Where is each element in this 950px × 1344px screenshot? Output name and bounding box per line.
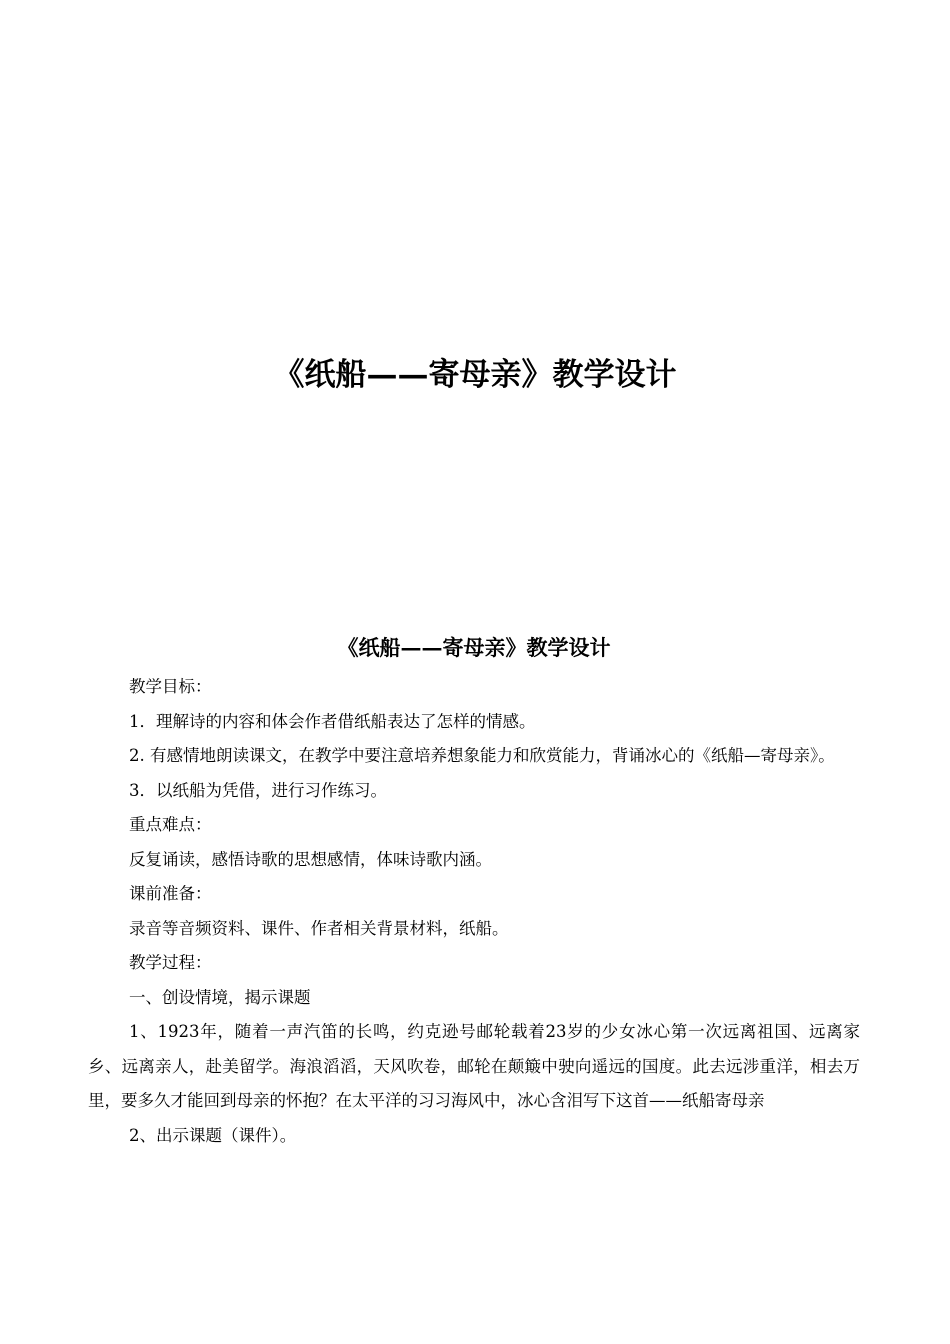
paragraph-preparation: 录音等音频资料、课件、作者相关背景材料，纸船。 — [129, 918, 509, 938]
paragraph-process-heading: 教学过程： — [129, 953, 212, 972]
document-title: 《纸船——寄母亲》教学设计 — [337, 635, 611, 660]
paragraph-goal-1: 1．理解诗的内容和体会作者借纸船表达了怎样的情感。 — [129, 711, 536, 731]
cover-title: 《纸船——寄母亲》教学设计 — [273, 357, 677, 393]
paragraph-goal-2: 2. 有感情地朗读课文，在教学中要注意培养想象能力和欣赏能力，背诵冰心的《纸船—寄母亲》。 — [129, 746, 835, 765]
paragraph-key-points: 反复诵读，感悟诗歌的思想感情，体味诗歌内涵。 — [129, 849, 492, 869]
paragraph-teaching-goals-heading: 教学目标： — [129, 677, 212, 696]
document-body — [88, 630, 860, 1153]
paragraph-preparation-heading: 课前准备： — [129, 884, 212, 903]
paragraph-goal-3: 3．以纸船为凭借，进行习作练习。 — [129, 780, 387, 800]
paragraph-section-1-item-1: 1、1923年，随着一声汽笛的长鸣，约克逊号邮轮载着23岁的少女冰心第一次远离祖国、远离家乡、远离亲人，赴美留学。海浪滔滔，天风吹卷，邮轮在颠簸中驶向遥远的国度。此去远涉重洋，相去万里，要多久才能回到母亲的怀抱？在太平洋的习习海风中，冰心含泪写下这首——纸船寄母亲 — [88, 1022, 860, 1110]
paragraph-key-points-heading: 重点难点： — [129, 815, 212, 834]
paragraph-section-1-heading: 一、创设情境，揭示课题 — [129, 987, 311, 1007]
paragraph-section-1-item-2: 2、出示课题（课件）。 — [129, 1125, 297, 1145]
